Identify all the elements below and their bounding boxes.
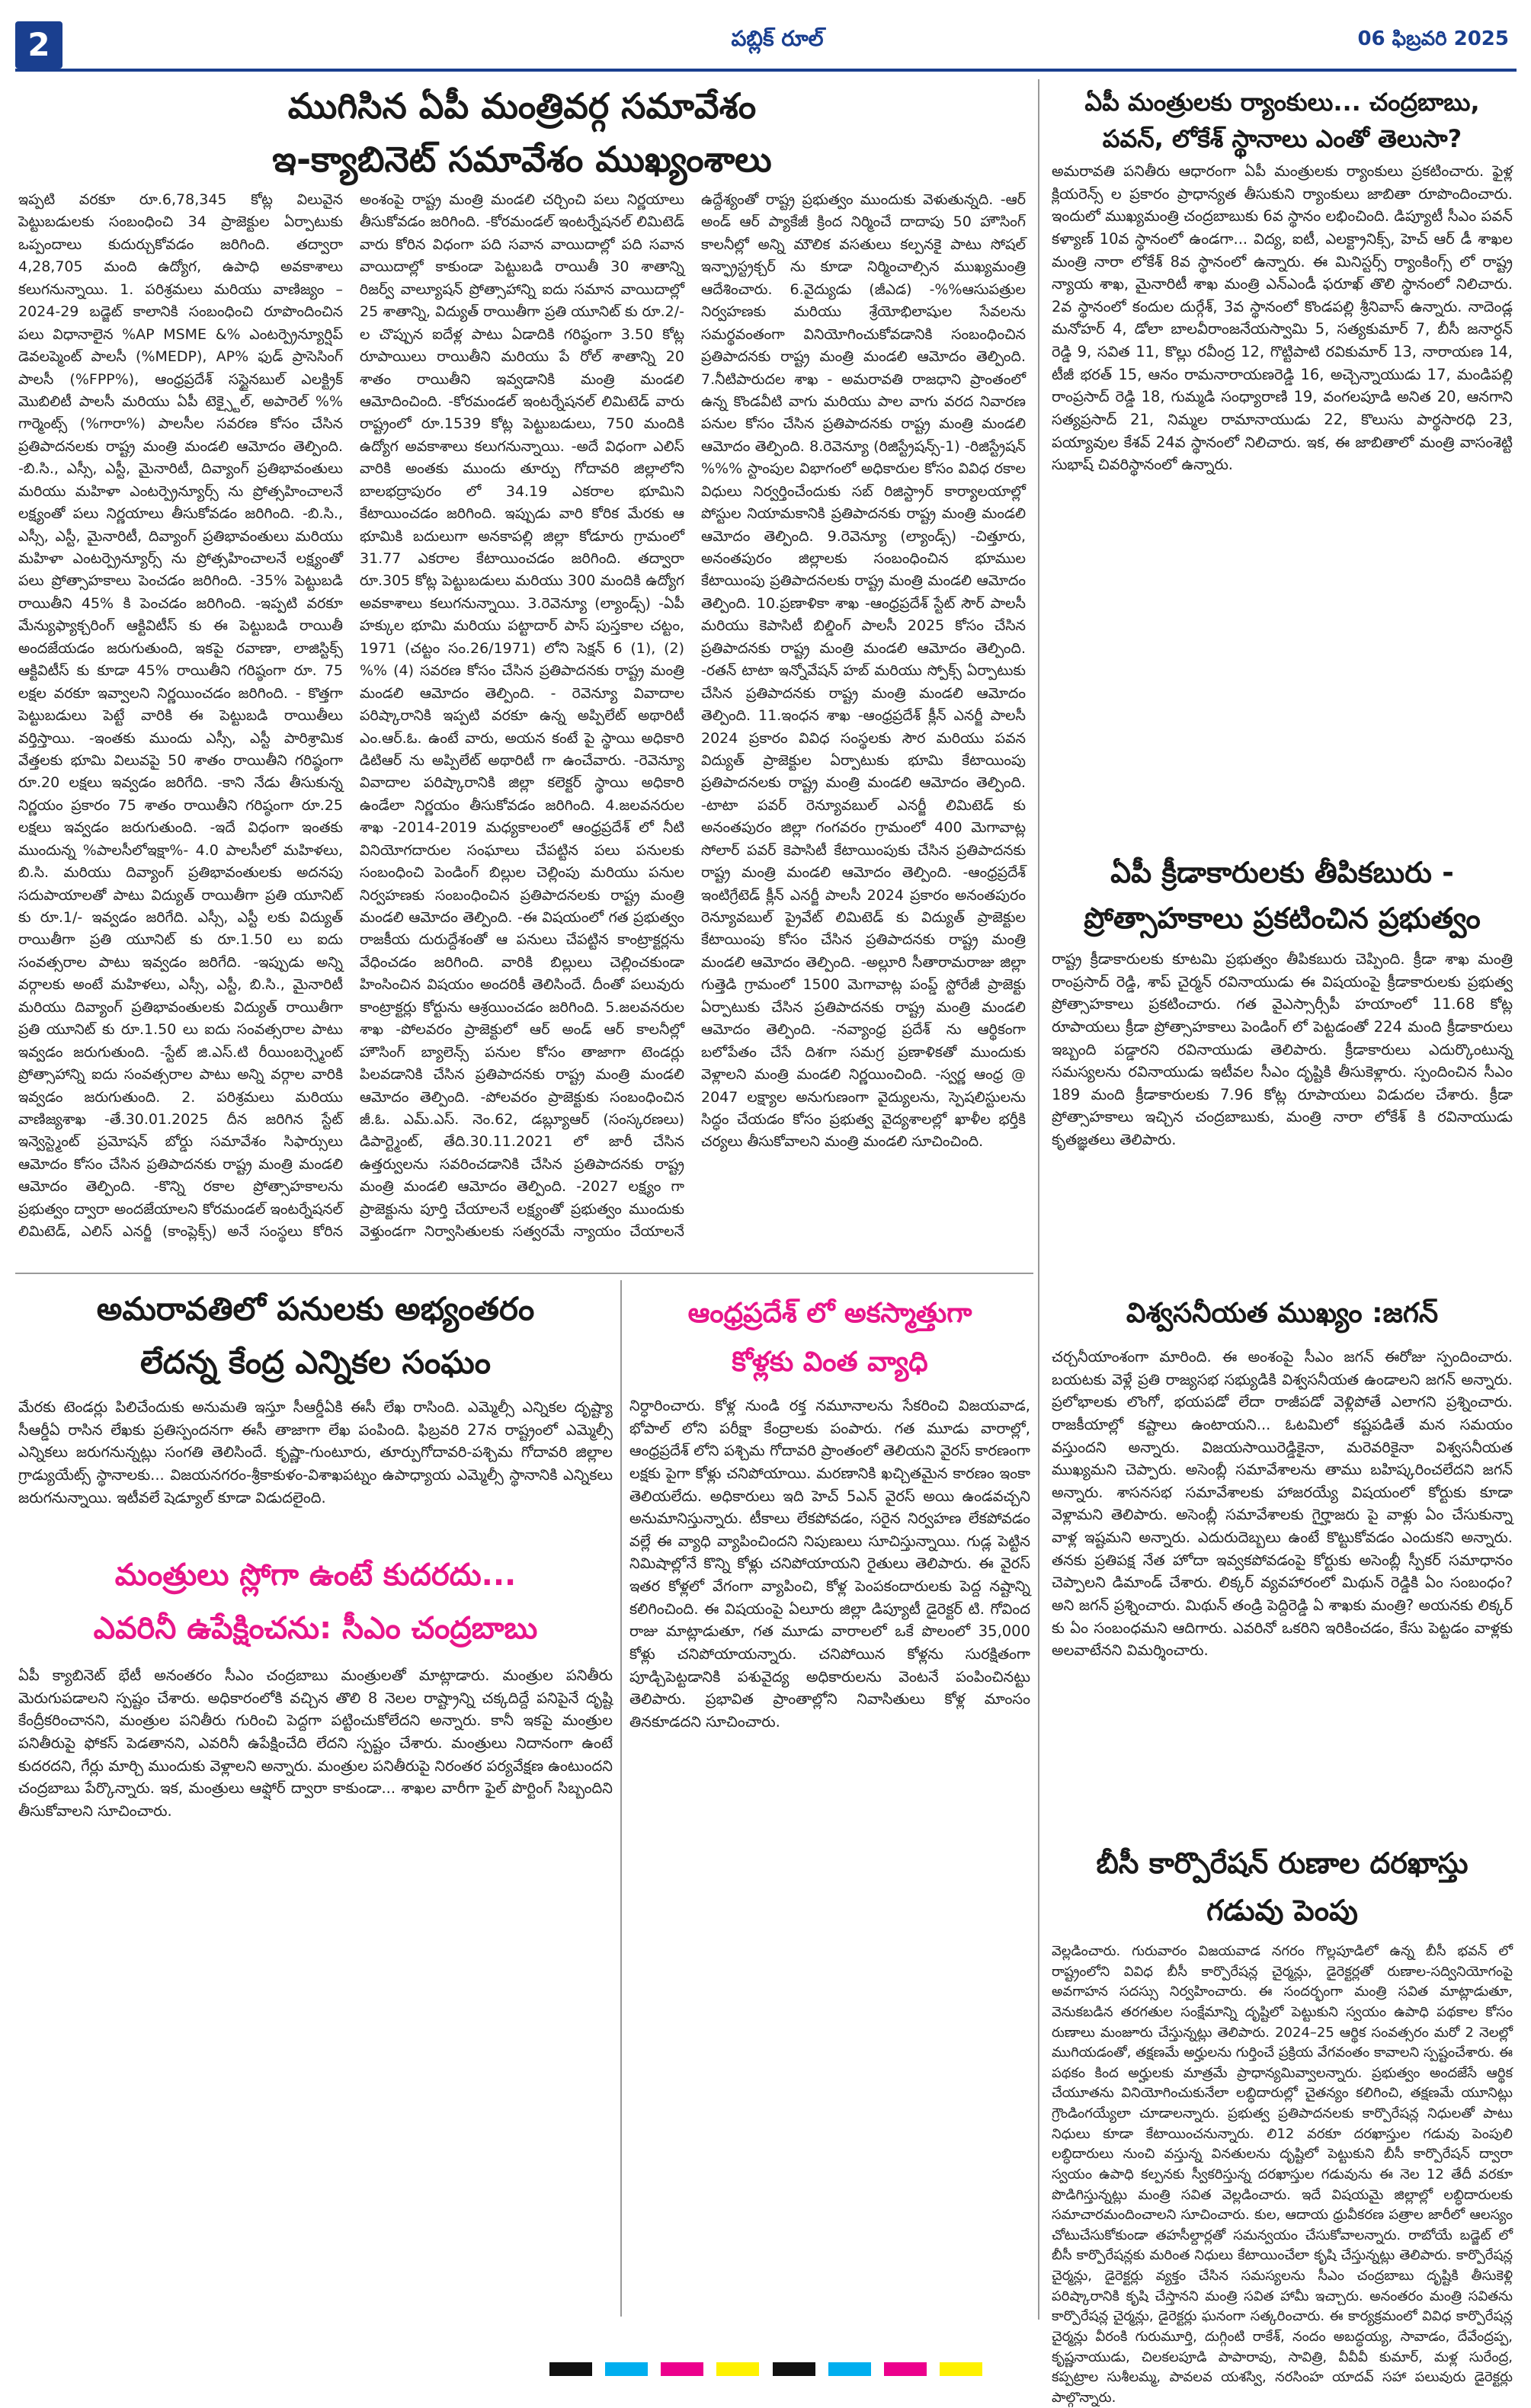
registration-yellow-2 — [940, 2362, 982, 2376]
column-divider — [1038, 79, 1039, 2320]
registration-magenta — [661, 2362, 703, 2376]
bc-loans-body: వెల్లడించారు. గురువారం విజయవాడ నగరం గొల్లపూడిలో ఉన్న బీసీ భవన్ లో రాష్ట్రంలోని వివిధ బీసీ కార్పొరేషన్ల చైర్మన్లు, డైరెక్టర్లతో రుణాల-సద్వినియోగంపై అవగాహన సదస్సు నిర్వహించారు. ఈ సందర్భంగా మంత్రి సవిత మాట్లాడుతూ, వెనుకబడిన తరగతుల సంక్షేమాన్ని దృష్టిలో పెట్టుకుని స్వయం ఉపాధి పథకాల కోసం రుణాలు మంజూరు చేస్తున్నట్లు తెలిపారు. 2024–25 ఆర్థిక సంవత్సరం మరో 2 నెలల్లో ముగియడంతో, తక్షణమే అర్హులను గుర్తించే ప్రక్రియ వేగవంతం కావాలని స్పష్టంచేశారు. ఈ పథకం కింద అర్హులకు మాత్రమే ప్రాధాన్యమివ్వాలన్నారు. ప్రభుత్వం అందజేసే ఆర్థిక చేయూతను వినియోగించుకునేలా లబ్ధిదారుల్లో చైతన్యం కలిగించి, తక్షణమే యూనిట్లు గ్రౌండింగయ్యేలా చూడాలన్నారు. ప్రభుత్వ ప్రతిపాదనలకు కార్పొరేషన్ల నిధులతో పాటు నిధులు కూడా కేటాయించనున్నారు. లి12 వరకూ దరఖాస్తుల గడువు పెంపులి లబ్ధిదారులు నుంచి వస్తున్న వినతులను దృష్టిలో పెట్టుకుని బీసీ కార్పొరేషన్ ద్వారా స్వయం ఉపాధి కల్పనకు స్వీకరిస్తున్న దరఖాస్తుల గడువును ఈ నెల 12 తేదీ వరకూ పొడిగిస్తున్నట్లు మంత్రి సవిత వెల్లడించారు. ఇదే విషయమై జిల్లాల్లో లబ్ధిదారులకు సమాచారమందించాలని సూచించారు. కుల, ఆదాయ ధ్రువీకరణ పత్రాల జారీలో ఆలస్యం చోటుచేసుకోకుండా తహసీల్దార్లతో సమన్వయం చేసుకోవాలన్నారు. రాబోయే బడ్జెట్ లో బీసీ కార్పొరేషన్లకు మరింత నిధులు కేటాయించేలా కృషి చేస్తున్నట్లు తెలిపారు. కార్పొరేషన్ల చైర్మన్లు, డైరెక్టర్లు వ్యక్తం చేసిన సమస్యలను సీఎం చంద్రబాబు దృష్టికి తీసుకెళ్లి పరిష్కారానికి కృషి చేస్తానని మంత్రి సవిత హామీ ఇచ్చారు. అనంతరం మంత్రి సవితను కార్పొరేషన్ల చైర్మన్లు, డైరెక్టర్లు ఘనంగా సత్కరించారు. ఈ కార్యక్రమంలో వివిధ కార్పొరేషన్ల చైర్మన్లు వీరంకి గురుమూర్తి, దుగ్గింటి రాకేశ్, నందం అబద్ధయ్య, సావాడం, దేవేంద్రప్ప, కృష్ణనాయుడు, చిలకలపూడి పాపారావు, సావిత్రి, వీవీవీ కుమార్, మళ్ల సురేంద్ర, కప్పట్రాల సుశీలమ్మ, పావలవ యశస్వి, నరసింహ యాదవ్ సహా పలువురు డైరెక్టర్లు పాల్గొన్నారు. — [1052, 1943, 1513, 2406]
ministers-ranking-headline: ఏపీ మంత్రులకు ర్యాంకులు... చంద్రబాబు, పవన్, లోకేశ్ స్థానాలు ఎంతో తెలుసా? — [1084, 88, 1480, 153]
ministers-slow-headline-1: మంత్రులు స్లోగా ఉంటే కుదరదు... — [114, 1558, 517, 1593]
main-story-body: ఇప్పటి వరకూ రూ.6,78,345 కోట్ల విలువైన పెట్టుబడులకు సంబంధించి 34 ప్రాజెక్టుల ఏర్పాటుకు ఒప్పందాలు కుదుర్చుకోవడం జరిగింది. తద్వారా 4,28,705 మంది ఉద్యోగ, ఉపాధి అవకాశాలు కలుగనున్నాయి. 1. పరిశ్రమలు మరియు వాణిజ్యం –2024-29 బడ్జెట్ కాలానికి సంబంధించి రూపొందించిన పలు విధానాలైన %AP MSME &% ఎంటర్ప్రెన్యూర్షిప్ డెవలప్మెంట్ పాలసీ (%MEDP), AP% ఫుడ్ ప్రాసెసింగ్ పాలసీ (%FPP%), ఆంధ్రప్రదేశ్ సస్టైనబుల్ ఎలక్ట్రిక్ మొబిలిటీ పాలసీ మరియు ఏపీ టెక్స్టైల్, అపారెల్ %% గార్మెంట్స్ (%గారా%) పాలసీల సవరణ కోసం చేసిన ప్రతిపాదనలకు రాష్ట్ర మంత్రి మండలి ఆమోదం తెల్పింది. -బి.సి., ఎస్సీ, ఎస్టీ, మైనారిటీ, దివ్యాంగ్ ప్రతిభావంతులు మరియు మహిళా ఎంటర్ప్రెన్యూర్స్ ను ప్రోత్సహించాలనే లక్ష్యంతో పలు నిర్ణయాలు తీసుకోవడం జరిగింది. -బి.సి., ఎస్సీ, ఎస్టీ, మైనారిటీ, దివ్యాంగ్ ప్రతిభావంతులు మరియు మహిళా ఎంటర్ప్రెన్యూర్స్ ను ప్రోత్సహించాలనే లక్ష్యంతో పలు ప్రోత్సాహకాలు పెంచడం జరిగింది. -35% పెట్టుబడి రాయితీని 45% కి పెంచడం జరిగింది. -ఇప్పటి వరకూ మేన్యుఫ్యాక్చరింగ్ ఆక్టివిటీస్ కు ఈ పెట్టుబడి రాయితీ అందజేయడం జరుగుతుంది, ఇకపై రవాణా, లాజిస్టిక్స్ ఆక్టివిటీస్ కు కూడా 45% రాయితీని గరిష్ఠంగా రూ. 75 లక్షల వరకూ ఇవ్వాలని నిర్ణయించడం జరిగింది. - కొత్తగా పెట్టుబడులు పెట్టే వారికి ఈ పెట్టుబడి రాయితీలు వర్తిస్తాయి. -ఇంతకు ముందు ఎస్సీ, ఎస్టీ పారిశ్రామిక వేత్తలకు భూమి విలువపై 50 శాతం రాయితీని గరిష్ఠంగా రూ.20 లక్షలు ఇవ్వడం జరిగేది. -కాని నేడు తీసుకున్న నిర్ణయం ప్రకారం 75 శాతం రాయితీని గరిష్ఠంగా రూ.25 లక్షలు ఇవ్వడం జరుగుతుంది. -ఇదే విధంగా ఇంతకు ముందున్న %పాలసీలోఇక్షా%- 4.0 పాలసీలో మహిళలు, బి.సి. మరియు దివ్యాంగ్ ప్రతిభావంతులకు అదనపు సదుపాయాలతో పాటు విద్యుత్ రాయితీగా ప్రతి యూనిట్ కు రూ.1/- ఇవ్వడం జరిగేది. ఎస్సీ, ఎస్టీ లకు విద్యుత్ రాయితీగా ప్రతి యూనిట్ కు రూ.1.50 లు ఐదు సంవత్సరాల పాటు ఇవ్వడం జరిగేది. -ఇప్పుడు అన్ని వర్గాలకు అంటే మహిళలు, ఎస్సీ, ఎస్టీ, బి.సి., మైనారిటీ మరియు దివ్యాంగ్ ప్రతిభావంతులకు విద్యుత్ రాయితీగా ప్రతి యూనిట్ కు రూ.1.50 లు ఐదు సంవత్సరాల పాటు ఇవ్వడం జరుగుతుంది. -స్టేట్ జి.ఎస్.టి రీయింబర్స్మెంట్ ప్రోత్సాహాన్ని ఐదు సంవత్సరాల పాటు అన్ని వర్గాల వారికి ఇవ్వడం జరుగుతుంది. 2. పరిశ్రమలు మరియు వాణిజ్యశాఖ -తే.30.01.2025 దీన జరిగిన స్టేట్ ఇన్వెస్ట్మెంట్ ప్రమోషన్ బోర్డు సమావేశం సిఫార్సులు ఆమోదం కోసం చేసిన ప్రతిపాదనకు రాష్ట్ర మంత్రి మండలి ఆమోదం తెల్పింది. -కొన్ని రకాల ప్రోత్సాహకాలను ప్రభుత్వం ద్వారా అందజేయాలని కోరమండల్ ఇంటర్నేషనల్ లిమిటెడ్, ఎలిస్ ఎనర్జీ (కాంప్లెక్స్) అనే సంస్థలు కోరిన అంశంపై రాష్ట్ర మంత్రి మండలి చర్చించి పలు నిర్ణయాలు తీసుకోవడం జరిగింది. -కోరమండల్ ఇంటర్నేషనల్ లిమిటెడ్ వారు కోరిన విధంగా పది సవాన వాయిదాల్లో పది సవాన వాయిదాల్లో కాకుండా పెట్టుబడి రాయితీ 30 శాతాన్ని రిజర్వ్ వాల్యూషన్ ప్రోత్సాహాన్ని ఐదు సమాన వాయిదాల్లో 25 శాతాన్ని, విద్యుత్ రాయితీగా ప్రతి యూనిట్ కు రూ.2/- ల చొప్పున ఐదేళ్ల పాటు ఏడాదికి గరిష్ఠంగా 3.50 కోట్ల రూపాయిలు రాయితీని మరియు పే రోల్ శాతాన్ని 20 శాతం రాయితీని ఇవ్వడానికి మంత్రి మండలి ఆమోదించింది. -కోరమండల్ ఇంటర్నేషనల్ లిమిటెడ్ వారు రాష్ట్రంలో రూ.1539 కోట్ల పెట్టుబడులు, 750 మందికి ఉద్యోగ అవకాశాలు కలుగనున్నాయి. -అదే విధంగా ఎలిస్ వారికి అంతకు ముందు తూర్పు గోదావరి జిల్లాలోని బాలభద్రాపురం లో 34.19 ఎకరాల భూమిని కేటాయించడం జరిగింది. ఇప్పుడు వారి కోరిక మేరకు ఆ భూమికి బదులుగా అనకాపల్లి జిల్లా కోడూరు గ్రామంలో 31.77 ఎకరాల కేటాయించడం జరిగింది. తద్వారా రూ.305 కోట్ల పెట్టుబడులు మరియు 300 మందికి ఉద్యోగ అవకాశాలు కలుగనున్నాయి. 3.రెవెన్యూ (ల్యాండ్స్) -ఏపీ హక్కుల భూమి మరియు పట్టాదార్ పాస్ పుస్తకాల చట్టం, 1971 (చట్టం సం.26/1971) లోని సెక్షన్ 6 (1), (2) %% (4) సవరణ కోసం చేసిన ప్రతిపాదనకు రాష్ట్ర మంత్రి మండలి ఆమోదం తెల్పింది. - రెవెన్యూ వివాదాల పరిష్కారానికి ఇప్పటి వరకూ ఉన్న అప్పిలేట్ అథారిటీ ఎం.ఆర్.ఓ. ఉంటే వారు, అయన కంటే పై స్థాయి అధికారి డిటిఆర్ ను అప్పిలేట్ అథారిటీ గా ఉంచేవారు. -రెవెన్యూ వివాదాల పరిష్కారానికి జిల్లా కలెక్టర్ స్థాయి అధికారి ఉండేలా నిర్ణయం తీసుకోవడం జరిగింది. 4.జలవనరుల శాఖ -2014-2019 మధ్యకాలంలో ఆంధ్రప్రదేశ్ లో నీటి వినియోగదారుల సంఘాలు చేపట్టిన పలు పనులకు సంబంధించి పెండింగ్ బిల్లుల చెల్లింపు మరియు పనుల నిర్వహణకు సంబంధించిన ప్రతిపాదనలకు రాష్ట్ర మంత్రి మండలి ఆమోదం తెల్పింది. -ఈ విషయంలో గత ప్రభుత్వం రాజకీయ దురుద్దేశంతో ఆ పనులు చేపట్టిన కాంట్రాక్టర్లను వేధించడం జరిగింది. వారికి బిల్లులు చెల్లించకుండా హింసించిన విషయం అందరికీ తెలిసిందే. దీంతో పలువురు కాంట్రాక్టర్లు కోర్టును ఆశ్రయించడం జరిగింది. 5.జలవనరుల శాఖ -పోలవరం ప్రాజెక్టులో ఆర్ అండ్ ఆర్ కాలనీల్లో హౌసింగ్ బ్యాలెన్స్ పనుల కోసం తాజాగా టెండర్లు పిలవడానికి చేసిన ప్రతిపాదనకు రాష్ట్ర మంత్రి మండలి ఆమోదం తెల్పింది. -పోలవరం ప్రాజెక్టుకు సంబంధించిన జీ.ఓ. ఎమ్.ఎస్. నెం.62, డబ్ల్యూఆర్ (సంస్కరణలు) డిపార్ట్మెంట్, తేది.30.11.2021 లో జారీ చేసిన ఉత్తర్వులను సవరించడానికి చేసిన ప్రతిపాదనకు రాష్ట్ర మంత్రి మండలి ఆమోదం తెల్పింది. -2027 లక్ష్యం గా ప్రాజెక్టును పూర్తి చేయాలనే లక్ష్యంతో ప్రభుత్వం ముందుకు వెళ్తుండగా నిర్వాసితులకు సత్వరమే న్యాయం చేయాలనే ఉద్దేశ్యంతో రాష్ట్ర ప్రభుత్వం ముందుకు వెళుతున్నది. -ఆర్ అండ్ ఆర్ ప్యాకేజీ క్రింద నిర్మించే దాదాపు 50 హౌసింగ్ కాలనీల్లో అన్ని మౌలిక వసతులు కల్పనకై పాటు సోషల్ ఇన్ఫ్రాస్ట్రక్చర్ ను కూడా నిర్మించాల్సిన ముఖ్యమంత్రి ఆదేశించారు. 6.వైద్యుడు (జీఎడ) -%%ఆసుపత్రుల నిర్వహణకు మరియు శ్రేయోభిలాషుల సేవలను సమర్థవంతంగా వినియోగించుకోవడానికి సంబంధించిన ప్రతిపాదనకు రాష్ట్ర మంత్రి మండలి ఆమోదం తెల్పింది. 7.నీటిపారుదల శాఖ - అమరావతి రాజధాని ప్రాంతంలో ఉన్న కొండవీటి వాగు మరియు పాల వాగు వరద నివారణ పనుల కోసం చేసిన ప్రతిపాదనకు రాష్ట్ర మంత్రి మండలి ఆమోదం తెల్పింది. 8.రెవెన్యూ (రిజిస్ట్రేషన్స్-1) -రిజిస్ట్రేషన్ %%% స్టాంపుల విభాగంలో అధికారుల కోసం వివిధ రకాల విధులు నిర్వర్తించేందుకు సబ్ రిజిస్ట్రార్ కార్యాలయాల్లో పోస్టుల నియామకానికి ప్రతిపాదనకు రాష్ట్ర మంత్రి మండలి ఆమోదం తెల్పింది. 9.రెవెన్యూ (ల్యాండ్స్) -చిత్తూరు, అనంతపురం జిల్లాలకు సంబంధించిన భూముల కేటాయింపు ప్రతిపాదనలకు రాష్ట్ర మంత్రి మండలి ఆమోదం తెల్పింది. 10.ప్రణాళికా శాఖ -ఆంధ్రప్రదేశ్ స్టేట్ సౌర్ పాలసీ మరియు కెపాసిటీ బిల్డింగ్ పాలసీ 2025 కోసం చేసిన ప్రతిపాదనకు రాష్ట్ర మంత్రి మండలి ఆమోదం తెల్పింది. -రతన్ టాటా ఇన్నోవేషన్ హబ్ మరియు స్పోక్స్ ఏర్పాటుకు చేసిన ప్రతిపాదనకు రాష్ట్ర మంత్రి మండలి ఆమోదం తెల్పింది. 11.ఇంధన శాఖ -ఆంధ్రప్రదేశ్ క్లీన్ ఎనర్జీ పాలసీ 2024 ప్రకారం వివిధ సంస్థలకు సౌర మరియు పవన విద్యుత్ ప్రాజెక్టుల ఏర్పాటుకు భూమి కేటాయింపు ప్రతిపాదనలకు రాష్ట్ర మంత్రి మండలి ఆమోదం తెల్పింది. -టాటా పవర్ రెన్యూవబుల్ ఎనర్జీ లిమిటెడ్ కు అనంతపురం జిల్లా గంగవరం గ్రామంలో 400 మెగావాట్ల సోలార్ పవర్ కెపాసిటీ కేటాయింపుకు చేసిన ప్రతిపాదనకు రాష్ట్ర మంత్రి మండలి ఆమోదం తెల్పింది. -ఆంధ్రప్రదేశ్ ఇంటిగ్రేటెడ్ క్లీన్ ఎనర్జీ పాలసీ 2024 ప్రకారం అనంతపురం రెన్యూవబుల్ ప్రైవేట్ లిమిటెడ్ కు విద్యుత్ ప్రాజెక్టుల కేటాయింపు కోసం చేసిన ప్రతిపాదనకు రాష్ట్ర మంత్రి మండలి ఆమోదం తెల్పింది. -అల్లూరి సీతారామరాజు జిల్లా గుత్తెడి గ్రామంలో 1500 మెగావాట్ల పంప్డ్ స్టోరేజీ ప్రాజెక్టు ఏర్పాటుకు చేసిన ప్రతిపాదనకు రాష్ట్ర మంత్రి మండలి ఆమోదం తెల్పింది. -నవ్యాంధ్ర ప్రదేశ్ ను ఆర్థికంగా బలోపేతం చేసే దిశగా సమగ్ర ప్రణాళికతో ముందుకు వెళ్లాలని మంత్రి మండలి నిర్ణయించింది. -స్వర్ణ ఆంధ్ర @ 2047 లక్ష్యాల అనుగుణంగా వైద్యులను, స్పెషలిస్టులను సిద్ధం చేయడం కోసం ప్రభుత్వ వైద్యశాలల్లో ఖాళీల భర్తీకి చర్యలు తీసుకోవాలని మంత్రి మండలి సూచించింది. — [18, 191, 1026, 1241]
amaravati-headline-2: లేదన్న కేంద్ర ఎన్నికల సంఘం — [139, 1343, 491, 1381]
sports-headline-2: ప్రోత్సాహకాలు ప్రకటించిన ప్రభుత్వం — [1084, 901, 1481, 935]
issue-date: 06 ఫిబ్రవరి 2025 — [1357, 27, 1509, 50]
amaravati-headline-1: అమరావతిలో పనులకు అభ్యంతరం — [96, 1290, 535, 1327]
bc-loans-headline-2: గడువు పెంపు — [1206, 1894, 1358, 1927]
registration-cyan — [605, 2362, 648, 2376]
registration-cyan-2 — [828, 2362, 871, 2376]
section-divider — [15, 1273, 1033, 1274]
bottom-column-divider — [620, 1280, 622, 2317]
main-headline-2: ఇ-క్యాబినెట్ సమావేశం ముఖ్యంశాలు — [272, 139, 772, 180]
registration-black — [549, 2362, 592, 2376]
page-number: 2 — [15, 21, 62, 69]
ministers-ranking-body: అమరావతి పనితీరు ఆధారంగా ఏపీ మంత్రులకు ర్యాంకులు ప్రకటించారు. ఫైళ్ల క్లియరెన్స్ ల ప్రకారం ప్రాధాన్యత తీసుకుని ర్యాంకులు జాబితా రూపొందించారు. ఇందులో ముఖ్యమంత్రి చంద్రబాబుకు 6వ స్థానం లభించింది. డిప్యూటీ సీఎం పవన్ కళ్యాణ్ 10వ స్థానంలో ఉండగా... విద్య, ఐటీ, ఎలక్ట్రానిక్స్, హెచ్ ఆర్ డీ శాఖల మంత్రి నారా లోకేశ్ 8వ స్థానంలో ఉన్నారు. ఈ మినిస్టర్స్ ర్యాంకింగ్స్ లో రాష్ట్ర న్యాయ శాఖ, మైనారిటీ శాఖ మంత్రి ఎన్ఎండీ ఫరూఖ్ తొలి స్థానంలో నిలిచారు. 2వ స్థానంలో కందుల దుర్గేశ్, 3వ స్థానంలో కొండపల్లి శ్రీనివాస్ ఉన్నారు. నాదెండ్ల మనోహర్ 4, డోలా బాలవీరాంజనేయస్వామి 5, సత్యకుమార్ 7, బీసీ జనార్ధన్ రెడ్డి 9, సవిత 11, కొల్లు రవీంద్ర 12, గొట్టిపాటి రవికుమార్ 13, నారాయణ 14, టీజీ భరత్ 15, ఆనం రామనారాయణరెడ్డి 16, అచ్చెన్నాయుడు 17, మండిపల్లి రాంప్రసాద్ రెడ్డి 18, గుమ్మడి సంధ్యారాణి 19, వంగలపూడి అనిత 20, ఆనగాని సత్యప్రసాద్ 21, నిమ్మల రామానాయుడు 22, కొలుసు పార్థసారధి 23, పయ్యావుల కేశవ్ 24వ స్థానంలో నిలిచారు. ఇక, ఈ జాబితాలో మంత్రి వాసంశెట్టి సుభాష్ చివరిస్థానంలో ఉన్నారు. — [1052, 162, 1513, 474]
registration-yellow — [716, 2362, 759, 2376]
masthead — [15, 21, 1517, 72]
poultry-body: నిర్ధారించారు. కోళ్ల నుండి రక్త నమూనాలను సేకరించి విజయవాడ, భోపాల్ లోని పరీక్షా కేంద్రాలకు పంపారు. గత మూడు వారాల్లో, ఆంధ్రప్రదేశ్ లోని పశ్చిమ గోదావరి ప్రాంతంలో తెలియని వైరస్ కారణంగా లక్షకు పైగా కోళ్లు చనిపోయాయి. మరణానికి ఖచ్చితమైన కారణం ఇంకా తెలియలేదు. అధికారులు ఇది హెచ్ 5ఎన్ వైరస్ అయి ఉండవచ్చని అనుమానిస్తున్నారు. టీకాలు లేకపోవడం, సరైన నిర్వహణ లేకపోవడం వల్లే ఈ వ్యాధి వ్యాపించిందని నిపుణులు సూచిస్తున్నాయి. గుడ్ల పెట్టిన నిమిషాల్లోనే కొన్ని కోళ్లు చనిపోయాయని రైతులు తెలిపారు. ఈ వైరస్ ఇతర కోళ్లలో వేగంగా వ్యాపించి, కోళ్ల పెంపకందారులకు పెద్ద నష్టాన్ని కలిగించింది. ఈ విషయంపై ఏలూరు జిల్లా డిప్యూటీ డైరెక్టర్ టి. గోవింద రాజు మాట్లాడుతూ, గత మూడు వారాలలో ఒకే పొలంలో 35,000 కోళ్లు చనిపోయాయన్నారు. చనిపోయిన కోళ్లను సురక్షితంగా పూడ్చిపెట్టడానికి పశువైద్య అధికారులను వెంటనే పంపించినట్టు తెలిపారు. ప్రభావిత ప్రాంతాల్లోని నివాసితులు కోళ్ల మాంసం తినకూడదని సూచించారు. — [629, 1397, 1030, 1731]
ministers-slow-headline-2: ఎవరినీ ఉపేక్షించను: సీఎం చంద్రబాబు — [93, 1611, 538, 1646]
registration-black-2 — [773, 2362, 815, 2376]
printer-registration-marks — [30, 2361, 1501, 2378]
amaravati-body: మేరకు టెండర్లు పిలిచేందుకు అనుమతి ఇస్తూ సీఆర్డీఏకి ఈసీ లేఖ రాసింది. ఎమ్మెల్సీ ఎన్నికల దృష్ట్యా సీఆర్డీఏ రాసిన లేఖకు ప్రతిస్పందనగా ఈసీ తాజాగా లేఖ పంపింది. ఫిబ్రవరి 27న రాష్ట్రంలో ఎమ్మెల్సీ ఎన్నికలు జరుగనున్నట్లు సంగతి తెలిసిందే. కృష్ణా-గుంటూరు, తూర్పుగోదావరి-పశ్చిమ గోదావరి జిల్లాల గ్రాడ్యుయేట్స్ స్థానాలకు... విజయనగరం-శ్రీకాకుళం-విశాఖపట్నం ఉపాధ్యాయ ఎమ్మెల్సీ స్థానానికి ఎన్నికలు జరుగనున్నాయి. ఇటీవలే షెడ్యూల్ కూడా విడుదలైంది. — [18, 1398, 613, 1507]
jagan-body: చర్చనీయాంశంగా మారింది. ఈ అంశంపై సీఎం జగన్ ఈరోజు స్పందించారు. బయటకు వెళ్లే ప్రతి రాజ్యసభ సభ్యుడికి విశ్వసనీయత ఉండాలని జగన్ అన్నారు. ప్రలోభాలకు లొంగో, భయపడో లేదా రాజీపడో వెళ్లిపోతే ఎలాగని ప్రశ్నించారు. రాజకీయాల్లో కష్టాలు ఉంటాయని... ఓటమిలో కష్టపడితే మన సమయం వస్తుందని అన్నారు. విజయసాయిరెడ్డికైనా, మరెవరికైనా విశ్వసనీయత ముఖ్యమని చెప్పారు. అసెంబ్లీ సమావేశాలను తాము బహిష్కరించలేదని జగన్ అన్నారు. శాసనసభ సమావేశాలకు హాజరయ్యే విషయంలో కోర్టుకు కూడా వెళ్లామని తెలిపారు. అసెంబ్లీ సమావేశాలకు గైర్హాజరు పై వాళ్లు ఏం చేసుకున్నా వాళ్ల ఇష్టమని అన్నారు. ఎదురుదెబ్బలు ఉంటే కొట్టుకోవడం ఎందుకని అన్నారు. తనకు ప్రతిపక్ష నేత హోదా ఇవ్వకపోవడంపై కోర్టుకు అసెంబ్లీ స్పీకర్ సమాధానం చెప్పాలని డిమాండ్ చేశారు. లిక్కర్ వ్యవహారంలో మిథున్ రెడ్డికి ఏం సంబంధం? అని జగన్ ప్రశ్నించారు. మిథున్ తండ్రి పెద్దిరెడ్డి ఏ శాఖకు మంత్రి? అయనకు లిక్కర్ కు ఏం సంబంధమని ఆదిగారు. ఎవరినో ఒకరిని ఇరికించడం, కేసు పెట్టడం వాళ్లకు అలవాటేనని విమర్శించారు. — [1052, 1348, 1513, 1660]
sports-body: రాష్ట్ర క్రీడాకారులకు కూటమి ప్రభుత్వం తీపికబురు చెప్పింది. క్రీడా శాఖ మంత్రి రాంప్రసాద్ రెడ్డి, శాప్ చైర్మన్ రవినాయుడు ఈ విషయంపై క్రీడాకారులకు ప్రభుత్వ ప్రోత్సాహకాలు ప్రకటించారు. గత వైఎస్సార్సీపీ హయాంలో 11.68 కోట్ల రూపాయలు క్రీడా ప్రోత్సాహకాలు పెండింగ్ లో పెట్టడంతో 224 మంది క్రీడాకారులు ఇబ్బంది పడ్డారని రవినాయుడు తెలిపారు. క్రీడాకారులు ఎదుర్కొంటున్న సమస్యలను రవినాయుడు ఇటీవల సీఎం దృష్టికి తీసుకెళ్లారు. స్పందించిన సీఎం 189 మంది క్రీడాకారులకు 7.96 కోట్ల రూపాయలు విడుదల చేశారు. క్రీడా ప్రోత్సాహకాలు ఇచ్చిన చంద్రబాబుకు, మంత్రి నారా లోకేశ్ కి రవినాయుడు కృతజ్ఞతలు తెలిపారు. — [1052, 950, 1513, 1148]
poultry-headline-1: ఆంధ్రప్రదేశ్ లో అకస్మాత్తుగా — [687, 1298, 972, 1329]
registration-magenta-2 — [884, 2362, 927, 2376]
main-headline-1: ముగిసిన ఏపీ మంత్రివర్గ సమావేశం — [287, 85, 757, 126]
bc-loans-headline-1: బీసీ కార్పొరేషన్ రుణాల దరఖాస్తు — [1096, 1846, 1469, 1880]
jagan-headline: విశ్వసనీయత ముఖ్యం :జగన్ — [1126, 1298, 1439, 1329]
sports-headline-1: ఏపీ క్రీడాకారులకు తీపికబురు - — [1110, 856, 1454, 889]
ministers-slow-body: ఏపీ క్యాబినెట్ భేటీ అనంతరం సీఎం చంద్రబాబు మంత్రులతో మాట్లాడారు. మంత్రుల పనితీరు మెరుగుపడాలని స్పష్టం చేశారు. అధికారంలోకి వచ్చిన తొలి 8 నెలల రాష్ట్రాన్ని చక్కదిద్దే పనిపైనే దృష్టి కేంద్రీకరించానని, మంత్రుల పనితీరు గురించి పెద్దగా పట్టించుకోలేదని అన్నారు. కానీ ఇకపై మంత్రుల పనితీరుపై ఫోకస్ పెడతానని, ఎవరినీ ఉపేక్షించేది లేదని స్పష్టం చేశారు. మంత్రులు నిదానంగా ఉంటే కుదరదని, గేర్లు మార్చి ముందుకు వెళ్లాలని అన్నారు. మంత్రుల పనితీరుపై నిరంతర పర్యవేక్షణ ఉంటుందని చంద్రబాబు పేర్కొన్నారు. ఇక, మంత్రులు ఆఫ్షోర్ ద్వారా కాకుండా... శాఖల వారీగా ఫైల్ పొర్టింగ్ సిబ్బందిని తీసుకోవాలని సూచించారు. — [18, 1667, 613, 1820]
poultry-headline-2: కోళ్లకు వింత వ్యాధి — [732, 1346, 928, 1378]
paper-name: పబ్లిక్ రూల్ — [731, 26, 824, 51]
